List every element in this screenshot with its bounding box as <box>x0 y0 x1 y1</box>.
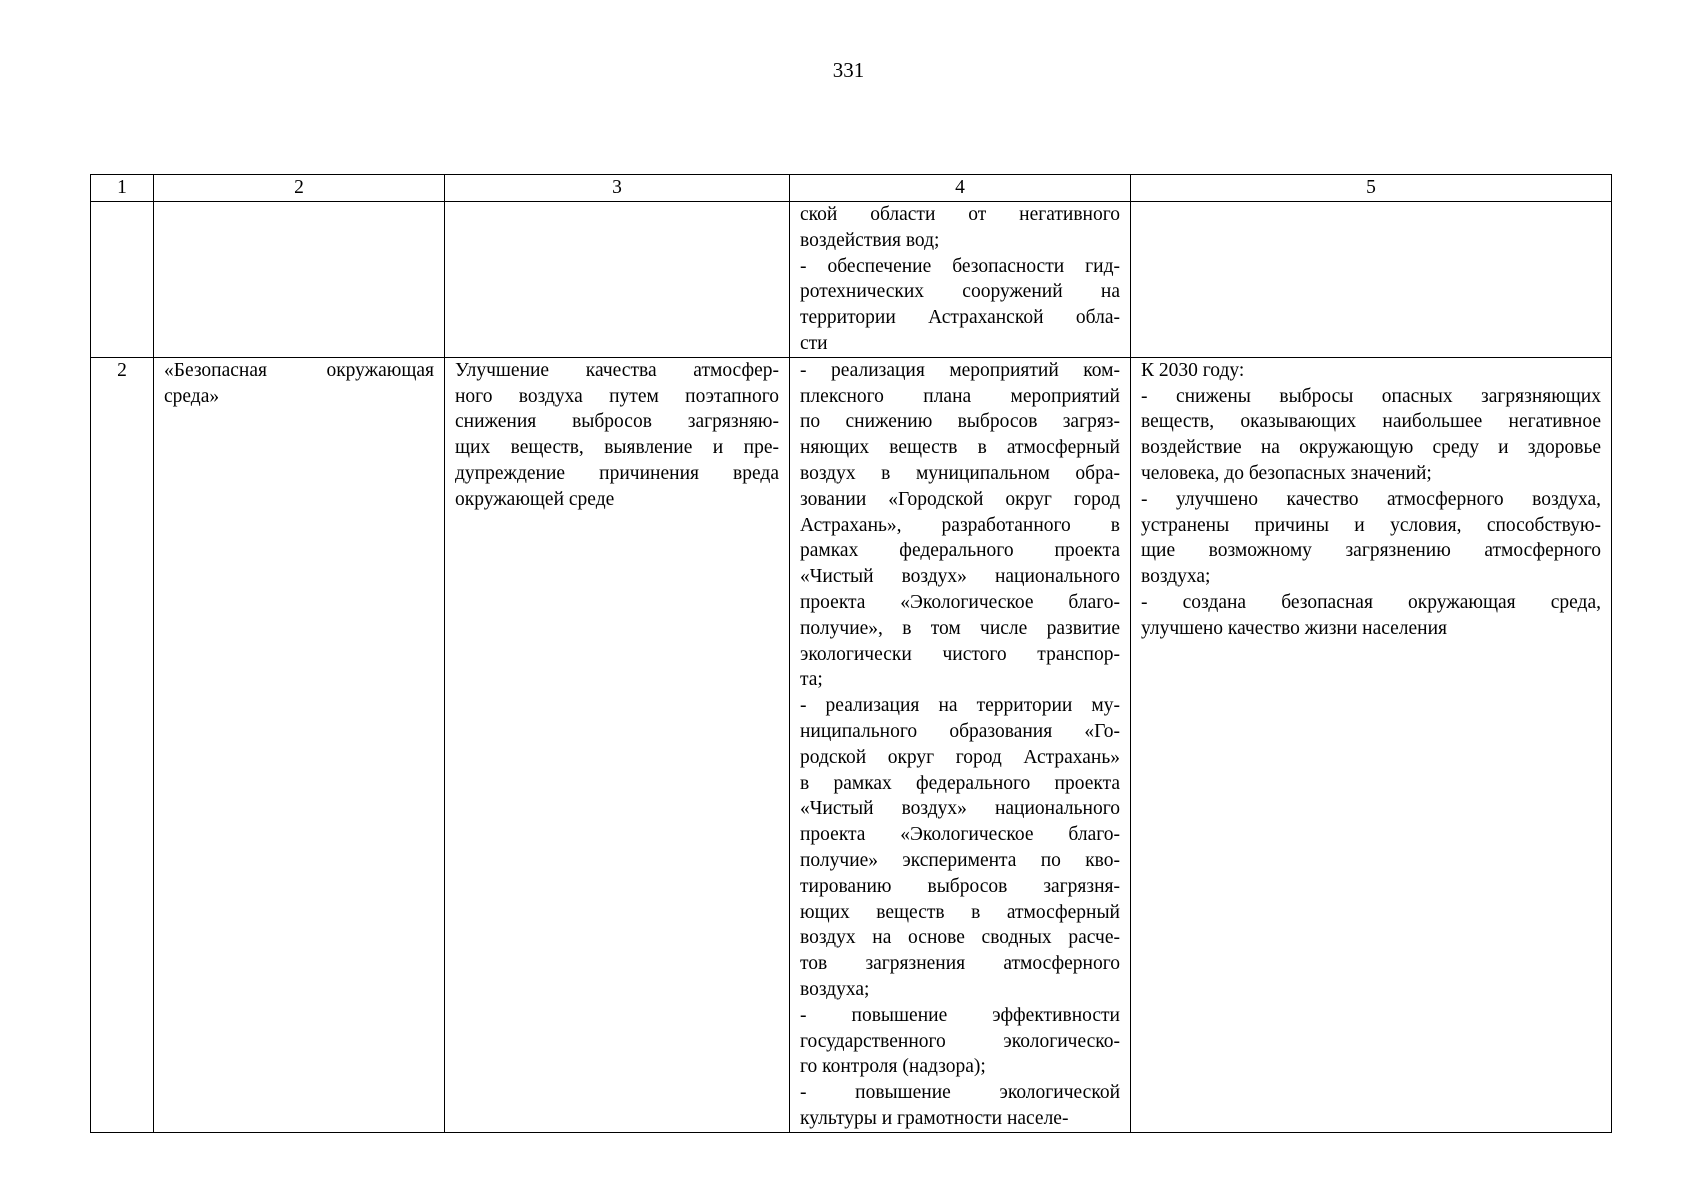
text-line: щие возможному загрязнению атмосферного <box>1141 540 1601 562</box>
text-line: воздух на основе сводных расче- <box>800 927 1120 949</box>
header-cell-5: 5 <box>1131 175 1612 202</box>
text-line: воздействия вод; <box>800 229 940 251</box>
text-line: веществ, оказывающих наибольшее негативное <box>1141 411 1601 433</box>
text-line: - обеспечение безопасности гид- <box>800 255 1120 277</box>
text-line: няющих веществ в атмосферный <box>800 437 1120 459</box>
text-line: - снижены выбросы опасных загрязняющих <box>1141 385 1601 407</box>
text-line: зовании «Городской округ город <box>800 488 1120 510</box>
text-line: воздуха; <box>1141 566 1211 588</box>
text-line: проекта «Экологическое благо- <box>800 591 1120 613</box>
text-line: получие», в том числе развитие <box>800 617 1120 639</box>
text-line: та; <box>800 669 823 691</box>
text-line: - улучшено качество атмосферного воздуха, <box>1141 488 1601 510</box>
text-line: воздуха; <box>800 978 870 1000</box>
text-line: - создана безопасная окружающая среда, <box>1141 591 1601 613</box>
text-line: воздух в муниципальном обра- <box>800 462 1120 484</box>
text-line: человека, до безопасных значений; <box>1141 462 1432 484</box>
text-line: К 2030 году: <box>1141 359 1245 381</box>
text-line: родской округ город Астрахань» <box>800 746 1120 768</box>
header-cell-2: 2 <box>154 175 445 202</box>
text-line: сти <box>800 332 828 354</box>
continuation-cell-5 <box>1131 202 1612 358</box>
header-cell-1: 1 <box>91 175 154 202</box>
text-line: окружающей среде <box>455 488 615 510</box>
text-line: «Чистый воздух» национального <box>800 566 1120 588</box>
text-line: в рамках федерального проекта <box>800 772 1120 794</box>
text-line: го контроля (надзора); <box>800 1056 986 1078</box>
table-row-2 <box>91 357 1612 1132</box>
text-line: щих веществ, выявление и пре- <box>455 437 779 459</box>
text-line: Улучшение качества атмосфер- <box>455 359 779 381</box>
text-line: снижения выбросов загрязняю- <box>455 411 779 433</box>
header-cell-3: 3 <box>445 175 790 202</box>
text-line: ротехнических сооружений на <box>800 281 1120 303</box>
document-table <box>90 174 1612 1133</box>
header-cell-4: 4 <box>790 175 1131 202</box>
text-line: культуры и грамотности населе- <box>800 1107 1069 1129</box>
table-header-row <box>91 175 1612 202</box>
text-line: рамках федерального проекта <box>800 540 1120 562</box>
text-line: воздействие на окружающую среду и здоровье <box>1141 437 1601 459</box>
row-2-number <box>91 357 154 1132</box>
text-line: по снижению выбросов загряз- <box>800 411 1120 433</box>
text-line: тов загрязнения атмосферного <box>800 953 1120 975</box>
continuation-cell-4 <box>790 202 1131 358</box>
text-line: «Чистый воздух» национального <box>800 798 1120 820</box>
text-line: проекта «Экологическое благо- <box>800 824 1120 846</box>
text-line: улучшено качество жизни населения <box>1141 617 1448 639</box>
text-line: дупреждение причинения вреда <box>455 462 779 484</box>
text-line: Астрахань», разработанного в <box>800 514 1120 536</box>
continuation-cell-3 <box>445 202 790 358</box>
row-2-results <box>1131 357 1612 1132</box>
row-2-title <box>154 357 445 1132</box>
text-line: тированию выбросов загрязня- <box>800 875 1120 897</box>
row-2-measures <box>790 357 1131 1132</box>
row-2-goal <box>445 357 790 1132</box>
continuation-cell-1 <box>91 202 154 358</box>
text-line: - реализация на территории му- <box>800 695 1120 717</box>
text-line: ской области от негативного <box>800 204 1120 225</box>
text-line: - реализация мероприятий ком- <box>800 359 1120 381</box>
continuation-cell-2 <box>154 202 445 358</box>
text-line: плексного плана мероприятий <box>800 385 1120 407</box>
text-line: среда» <box>164 385 220 407</box>
text-line: устранены причины и условия, способствую- <box>1141 514 1601 536</box>
page-number: 331 <box>832 58 865 82</box>
text-line: государственного экологическо- <box>800 1030 1120 1052</box>
text-line: - повышение экологической <box>800 1082 1120 1104</box>
text-line: ющих веществ в атмосферный <box>800 901 1120 923</box>
text-line: ниципального образования «Го- <box>800 720 1120 742</box>
row-number-text: 2 <box>117 359 127 381</box>
text-line: экологически чистого транспор- <box>800 643 1120 665</box>
text-line: «Безопасная окружающая <box>164 359 434 381</box>
text-line: - повышение эффективности <box>800 1004 1120 1026</box>
text-line: территории Астраханской обла- <box>800 307 1120 329</box>
text-line: ного воздуха путем поэтапного <box>455 385 779 407</box>
table-row-continuation <box>91 202 1612 358</box>
text-line: получие» эксперимента по кво- <box>800 849 1120 871</box>
